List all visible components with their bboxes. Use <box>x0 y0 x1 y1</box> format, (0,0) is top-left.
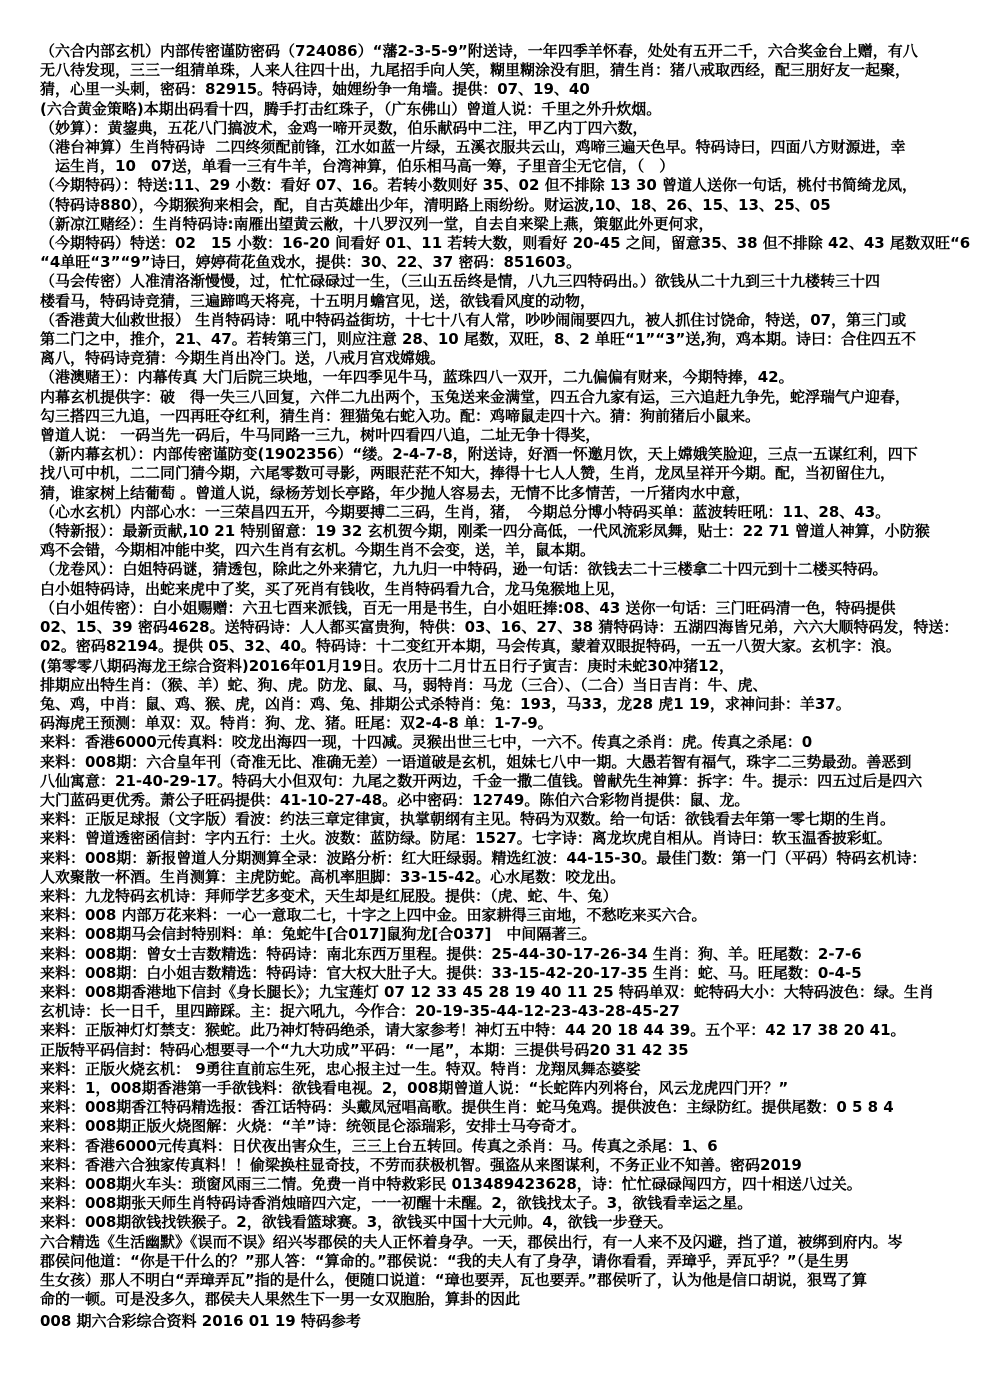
text-line: 来料：1，008期香港第一手欲钱料：欲钱看电视。2，008期曾道人说：“长蛇阵内列将台，风云龙虎四门开？” <box>40 1078 789 1097</box>
text-line: 第二门之中，推介，21、47。若转第三门，则应注意 28、10 尾数，双旺，8、2 单旺“1”“3”送,狗，鸡本期。诗曰：合住四五不 <box>40 330 917 349</box>
text-line: (六合黄金策略)本期出码看十四，腾手打击红珠子，（广东佛山）曾道人说：千里之外升炊烟。 <box>40 99 662 118</box>
text-line: 来料：曾道透密函信封：字内五行：土火。波数：蓝防绿。防尾：1527。七字诗：离龙坎虎自相从。肖诗曰：软玉温香披彩虹。 <box>40 829 892 848</box>
text-line: （港台神算）生肖特码诗 二四终须配前锋，江水如蓝一片绿，五溪衣服共云山，鸡啼三遍天色早。特码诗曰，四面八方财源进，幸 <box>40 138 906 157</box>
text-line: 来料：008期欲钱找铁猴子。2，欲钱看篮球赛。3，欲钱买中国十大元帅。4，欲钱一步登天。 <box>40 1213 673 1232</box>
text-line: 来料：008期香江特码精选报：香江话特码：头戴凤冠唱高歌。提供生肖：蛇马兔鸡。提供波色：主绿防红。提供尾数：0 5 8 4 <box>40 1098 894 1117</box>
text-line: 码海虎王预测：单双：双。特肖：狗、龙、猪。旺尾：双2-4-8 单：1-7-9。 <box>40 714 553 733</box>
text-line: 来料：正版足球报（文字版）看波：约法三章定律寅，执掌朝纲有主见。特码为双数。给一句话：欲钱看去年第一零七期的生肖。 <box>40 810 896 829</box>
text-line: 来料：008期：六合皇年刊（奇准无比、准确无差）一语道破是玄机，姐妹七八中一期。大愚若智有福气，珠字二三势最劲。善恶到 <box>40 752 912 771</box>
text-line: 来料：008 内部万花来料：一心一意取二七，十字之上四中金。田家耕得三亩地，不愁吃来买六合。 <box>40 906 707 925</box>
text-line: 来料：008期：曾女士吉数精选：特码诗：南北东西万里程。提供：25-44-30-17-26-34 生肖：狗、羊。旺尾数：2-7-6 <box>40 944 862 963</box>
text-line: （心水玄机）内部心水：一三荣昌四五开，今期要搏二三码，生肖，猪， 今期总分博小特码买单：蓝波转旺吼：11、28、43。 <box>40 502 891 521</box>
text-line: 运生肖，10 07送，单看一三有牛羊，台湾神算，伯乐相马高一筹，子里音尘无它信，（ ） <box>40 157 675 176</box>
text-line: （龙卷风）：白姐特码谜，猜透包，除此之外来猜它，九九归一中特码，逊一句话：欲钱去二十三楼拿二十四元到十二楼买特码。 <box>40 560 888 579</box>
text-line: 白小姐特码诗，出蛇来虎中了奖，买了死肖有钱收，生肖特码看九合，龙马兔猴地上见， <box>40 579 626 598</box>
text-line: 猜，谁家树上结葡萄 。曾道人说，绿杨芳划长亭路，年少抛人容易去，无情不比多情苦，一斤猪肉水中意， <box>40 483 751 502</box>
text-line: 离八，特码诗竞猜：今期生肖出冷门。送，八戒月宫戏嫦娥。 <box>40 349 446 368</box>
text-line: 02、15、39 密码4628。送特码诗：人人都买富贵狗，特供：03、16、27、38 猜特码诗：五湖四海皆兄弟，六六大顺特码发，特送： <box>40 618 959 637</box>
text-line: 楼看马，特码诗竞猜，三遍蹄鸣天将亮，十五明月蟾宫见，送，欲钱看风度的动物， <box>40 291 596 310</box>
text-line: （马会传密）人准清洛渐慢慢，过，忙忙碌碌过一生，（三山五岳终是情，八九三四特码出。）欲钱从二十九到三十九楼转三十四 <box>40 272 881 291</box>
text-line: （香港黄大仙救世报） 生肖特码诗：吼中特码益街坊，十七十八有人常，吵吵闹闹要四九，被人抓住讨饶命，特送，07，第三门或 <box>40 310 907 329</box>
text-line: (第零零八期码海龙王综合资料)2016年01月19日。农历十二月廿五日行子寅吉：庚时未蛇30冲猪12， <box>40 656 734 675</box>
text-line: 来料：008期马会信封特别料：单：兔蛇牛[合017]鼠狗龙[合037] 中间隔著三。 <box>40 925 597 944</box>
document-page <box>40 42 990 1309</box>
text-line: （今期特码）：特送:11、29 小数：看好 07、16。若转小数则好 35、02 但不排除 13 30 曾道人送你一句话，桃付书简绮龙凤， <box>40 176 918 195</box>
text-line: （新内幕玄机）：内部传密谨防变(1902356）“缕。2-4-7-8，附送诗，好酒一怀邀月饮，天上嫦娥笑脸迎，三点一五谋红利，四下 <box>40 445 918 464</box>
text-line: 勾三搭四三九追，一四再旺夺红利，猜生肖：狸猫兔右蛇入功。配：鸡啼鼠走四十六。猜：狗前猪后小鼠来。 <box>40 406 761 425</box>
text-line: 来料：香港六合独家传真料！！偷梁换柱显奇技，不劳而获极机智。强盗从来图谋利，不务正业不知善。密码2019 <box>40 1155 802 1174</box>
text-line: 八仙寓意：21-40-29-17。特码大小但双句：九尾之数开两边，千金一撒二值钱。曾献先生神算：拆字：牛。提示：四五过后是四六 <box>40 771 923 790</box>
text-line: 来料：008期香港地下信封《身长腿长》；九宝莲灯 07 12 33 45 28 19 40 11 25 特码单双：蛇特码大小：大特码波色：绿。生肖 <box>40 982 934 1001</box>
text-line: （港澳赌王）：内幕传真 大门后院三块地，一年四季见牛马，蓝珠四八一双开，二九偏偏有财来，今期特捧，42。 <box>40 368 794 387</box>
text-line: 来料：九龙特码玄机诗：拜师学艺多变术，天生却是红屁股。提供：（虎、蛇、牛、兔） <box>40 886 618 905</box>
text-line: 来料：008期正版火烧图解：火烧：“羊”诗：统领昆仑添瑞彩，安排士马夸奇才。 <box>40 1117 587 1136</box>
text-line: 兔、鸡，中肖：鼠、鸡、猴、虎，凶肖：鸡、兔、排期公式杀特肖：兔：193，马33，龙28 虎1 19，求神问卦：羊37。 <box>40 694 851 713</box>
text-line: （特新报）：最新贡献,10 21 特别留意：19 32 玄机贺今期，刚柔一四分高低，一代风流彩凤舞，贴士：22 71 曾道人神算，小防猴 <box>40 522 930 541</box>
text-line: 鸡不会错，今期相冲能中奖，四六生肖有玄机。今期生肖不会变，送，羊，鼠本期。 <box>40 541 596 560</box>
text-line: 内幕玄机提供字：破 得一失三八回复，六伴二九出两个，玉兔送来金满堂，四五合九家有运，三六追赶九争先，蛇浮瑞气户迎春， <box>40 387 911 406</box>
text-line: 正版特平码信封：特码心想要寻一个“九大功成”平码：“一尾”，本期：三提供号码20 31 42 35 <box>40 1040 689 1059</box>
clipped-bottom-text-line: 008 期六合彩综合资料 2016 01 19 特码参考 <box>40 1312 361 1330</box>
text-line: 来料：香港6000元传真料：日伏夜出害众生，三三上台五转回。传真之杀肖：马。传真之杀尾：1、6 <box>40 1136 718 1155</box>
text-line: （妙算）：黄鋆典，五花八门搞波术，金鸡一啼开灵数，伯乐献码中二注，甲乙内丁四六数， <box>40 118 648 137</box>
text-line: 排期应出特生肖：（猴、羊）蛇、狗、虎。防龙、鼠、马，弱特肖：马龙（三合）、（二合）当日吉肖：牛、虎、 <box>40 675 768 694</box>
text-line: 六合精选《生活幽默》《误而不误》绍兴岑郡侯的夫人正怀着身孕。一天，郡侯出行，有一人来不及闪避，挡了道，被绑到府内。岑 <box>40 1232 903 1251</box>
text-line: 找八可中机，二二同门猜今期，六尾零数可寻影，两眼茫茫不知大，捧得十七人人赞，生肖，龙凤呈祥开今期。配，当初留住九， <box>40 464 896 483</box>
text-line: （白小姐传密）：白小姐赐赠：六丑七酉来派钱，百无一用是书生，白小姐旺捧:08、43 送你一句话：三门旺码清一色，特码提供 <box>40 598 896 617</box>
text-line: 郡侯问他道：“你是干什么的？”那人答：“算命的。”郡侯说：“我的夫人有了身孕，请你看看，弄璋乎，弄瓦乎？”（是生男 <box>40 1251 850 1270</box>
text-line: 无八待发现，三三一组猜单珠，人来人往四十出，九尾招手向人笑，糊里糊涂没有胆，猜生肖：猪八戒取西经，配三朋好友一起聚， <box>40 61 911 80</box>
text-line: 来料：正版神灯灯禁支：猴蛇。此乃神灯特码绝杀，请大家参考！神灯五中特：44 20 18 44 39。五个平：42 17 38 20 41。 <box>40 1021 906 1040</box>
text-line: 来料：008期张天师生肖特码诗香消烛暗四六定，一一初醒十未醒。2，欲钱找太子。3，欲钱看幸运之星。 <box>40 1194 753 1213</box>
text-line: 曾道人说： 一码当先一码后，牛马同路一三九，树叶四看四八追，二址无争十得奖， <box>40 426 601 445</box>
text-line: 来料：008期火车头：琐窗风雨三二情。免费一肖中特救彩民 013489423628，诗：忙忙碌碌闯四方，四十相送八过关。 <box>40 1174 862 1193</box>
text-line: 玄机诗：长一日千，里四蹄踩。主：捉六吼九，今作合：20-19-35-44-12-23-43-28-45-27 <box>40 1002 680 1021</box>
text-line: 来料：正版火烧玄机： 9勇往直前忘生死，忠心报主过一生。特双。特肖：龙翔凤舞态婆娑 <box>40 1059 641 1078</box>
text-line: 生女孩）那人不明白“弄璋弄瓦”指的是什么，便随口说道：“璋也要弄，瓦也要弄。”郡侯听了，认为他是信口胡说，狠骂了算 <box>40 1271 867 1289</box>
text-line: 来料：香港6000元传真料：咬龙出海四一现，十四减。灵猴出世三七中，一六不。传真之杀肖：虎。传真之杀尾：0 <box>40 733 813 752</box>
text-line: 02。密码82194。提供 05、32、40。特码诗：十二变红开本期，马会传真，蒙着双眼捉特码，一五一八贺大家。玄机字：浪。 <box>40 637 901 656</box>
text-line: （新凉江赌经）：生肖特码诗:南雁出望黄云敝，十八罗汉列一堂，自去自来梁上燕，策躯此外更何求， <box>40 214 714 233</box>
text-line: 猜，心里一头刺，密码：82915。特码诗，妯娌纷争一角墙。提供：07、19、40 <box>40 80 590 99</box>
text-line: “4单旺“3”“9”诗曰，婷婷荷花鱼戏水，提供：30、22、37 密码：851603。 <box>40 253 582 272</box>
text-line: 命的一顿。可是没多久，郡侯夫人果然生下一男一女双胞胎，算卦的因此 <box>40 1290 521 1309</box>
text-line: 来料：008期：新报曾道人分期测算全录：波路分析：红大旺绿弱。精选红波：44-15-30。最佳门数：第一门（平码）特码玄机诗： <box>40 848 927 867</box>
text-line: 大门蓝码更优秀。萧公子旺码提供：41-10-27-48。必中密码：12749。陈伯六合彩物肖提供：鼠、龙。 <box>40 790 750 809</box>
text-line: 来料：008期：白小姐吉数精选：特码诗：官大权大肚子大。提供：33-15-42-20-17-35 生肖：蛇、马。旺尾数：0-4-5 <box>40 963 862 982</box>
text-line: （六合内部玄机）内部传密谨防密码（724086）“藩2-3-5-9”附送诗，一年四季羊怀春，处处有五开二千，六合奖金台上赠，有八 <box>40 42 918 60</box>
text-line: （今期特码）特送：02 15 小数：16-20 间看好 01、11 若转大数，则看好 20-45 之间，留意35、38 但不排除 42、43 尾数双旺“6 <box>40 234 971 253</box>
text-line: 人欢聚散一杯酒。生肖测算：主虎防蛇。高机率胆脚：33-15-42。心水尾数：咬龙出。 <box>40 867 626 886</box>
text-line: （特码诗880），今期猴狗来相会，配，自古英雄出少年，清明路上雨纷纷。财运波,10、18、26、15、13、25、05 <box>40 195 831 214</box>
